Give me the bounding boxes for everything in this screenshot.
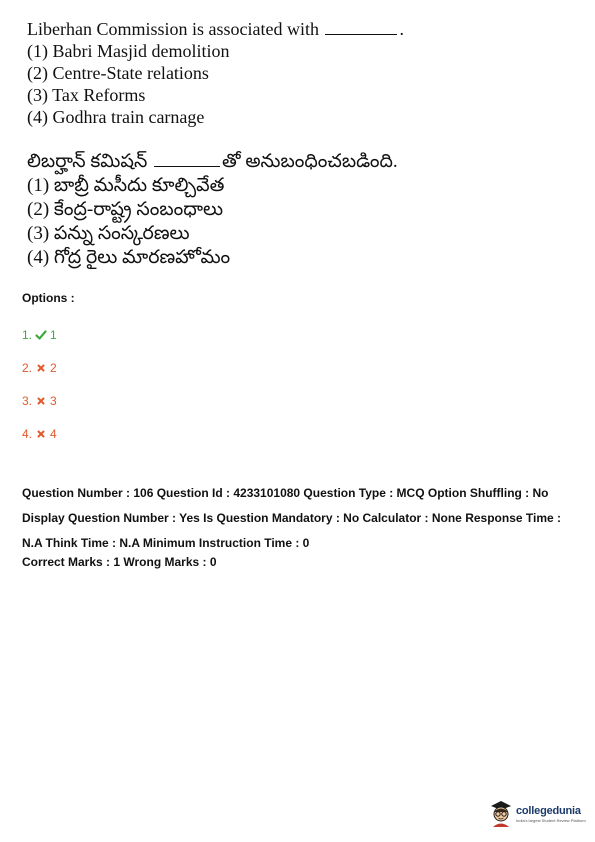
answer-option-3 [22,394,57,408]
cross-icon [35,428,47,440]
stem-text: Liberhan Commission is associated with [27,19,319,39]
options-title: Options : [22,291,75,305]
check-icon [35,329,47,341]
stem-end-te: తో అనుబంధించబడింది. [222,151,398,172]
answer-option-4 [22,427,57,441]
question-telugu [27,150,398,270]
marks-info: Correct Marks : 1 Wrong Marks : 0 [22,555,217,569]
cross-icon [35,395,47,407]
answer-option-1 [22,328,57,342]
option-en-2: (2) Centre-State relations [27,63,209,83]
option-en-1: (1) Babri Masjid demolition [27,41,230,61]
answer-option-2 [22,361,57,375]
option-te-4: (4) గోద్ర రైలు మారణహోమం [27,247,231,268]
question-metadata: Question Number : 106 Question Id : 4233101080 Question Type : MCQ Option Shuffling : No Display Question Number : Yes Is Question Mandatory : No Calculator : None Response Time : N.A Think Time : N.A Minimum Instruction Time : 0 [22,486,561,550]
question-stem-english [27,18,404,40]
answer-blank [325,19,397,35]
option-label: 2 [50,361,57,375]
option-number: 1. [22,328,33,342]
question-stem-telugu [27,150,398,174]
option-te-1: (1) బాబ్రీ మసీదు కూల్చివేత [27,175,225,196]
stem-end: . [399,19,404,39]
cross-icon [35,362,47,374]
logo-tagline: India's largest Student Review Platform [516,818,586,823]
student-mascot-icon [489,800,513,828]
option-label: 1 [50,328,57,342]
collegedunia-logo [489,800,586,828]
option-number: 3. [22,394,33,408]
option-number: 2. [22,361,33,375]
logo-text [516,805,586,823]
option-te-2: (2) కేంద్ర-రాష్ట్ర సంబంధాలు [27,199,224,220]
option-number: 4. [22,427,33,441]
answer-blank-te [154,150,220,167]
logo-name: collegedunia [516,805,581,817]
option-label: 3 [50,394,57,408]
option-te-3: (3) పన్ను సంస్కరణలు [27,223,190,244]
option-en-4: (4) Godhra train carnage [27,107,205,127]
question-english [27,18,404,128]
option-label: 4 [50,427,57,441]
option-en-3: (3) Tax Reforms [27,85,146,105]
stem-text-te: లిబర్హాన్ కమిషన్ [27,151,148,172]
